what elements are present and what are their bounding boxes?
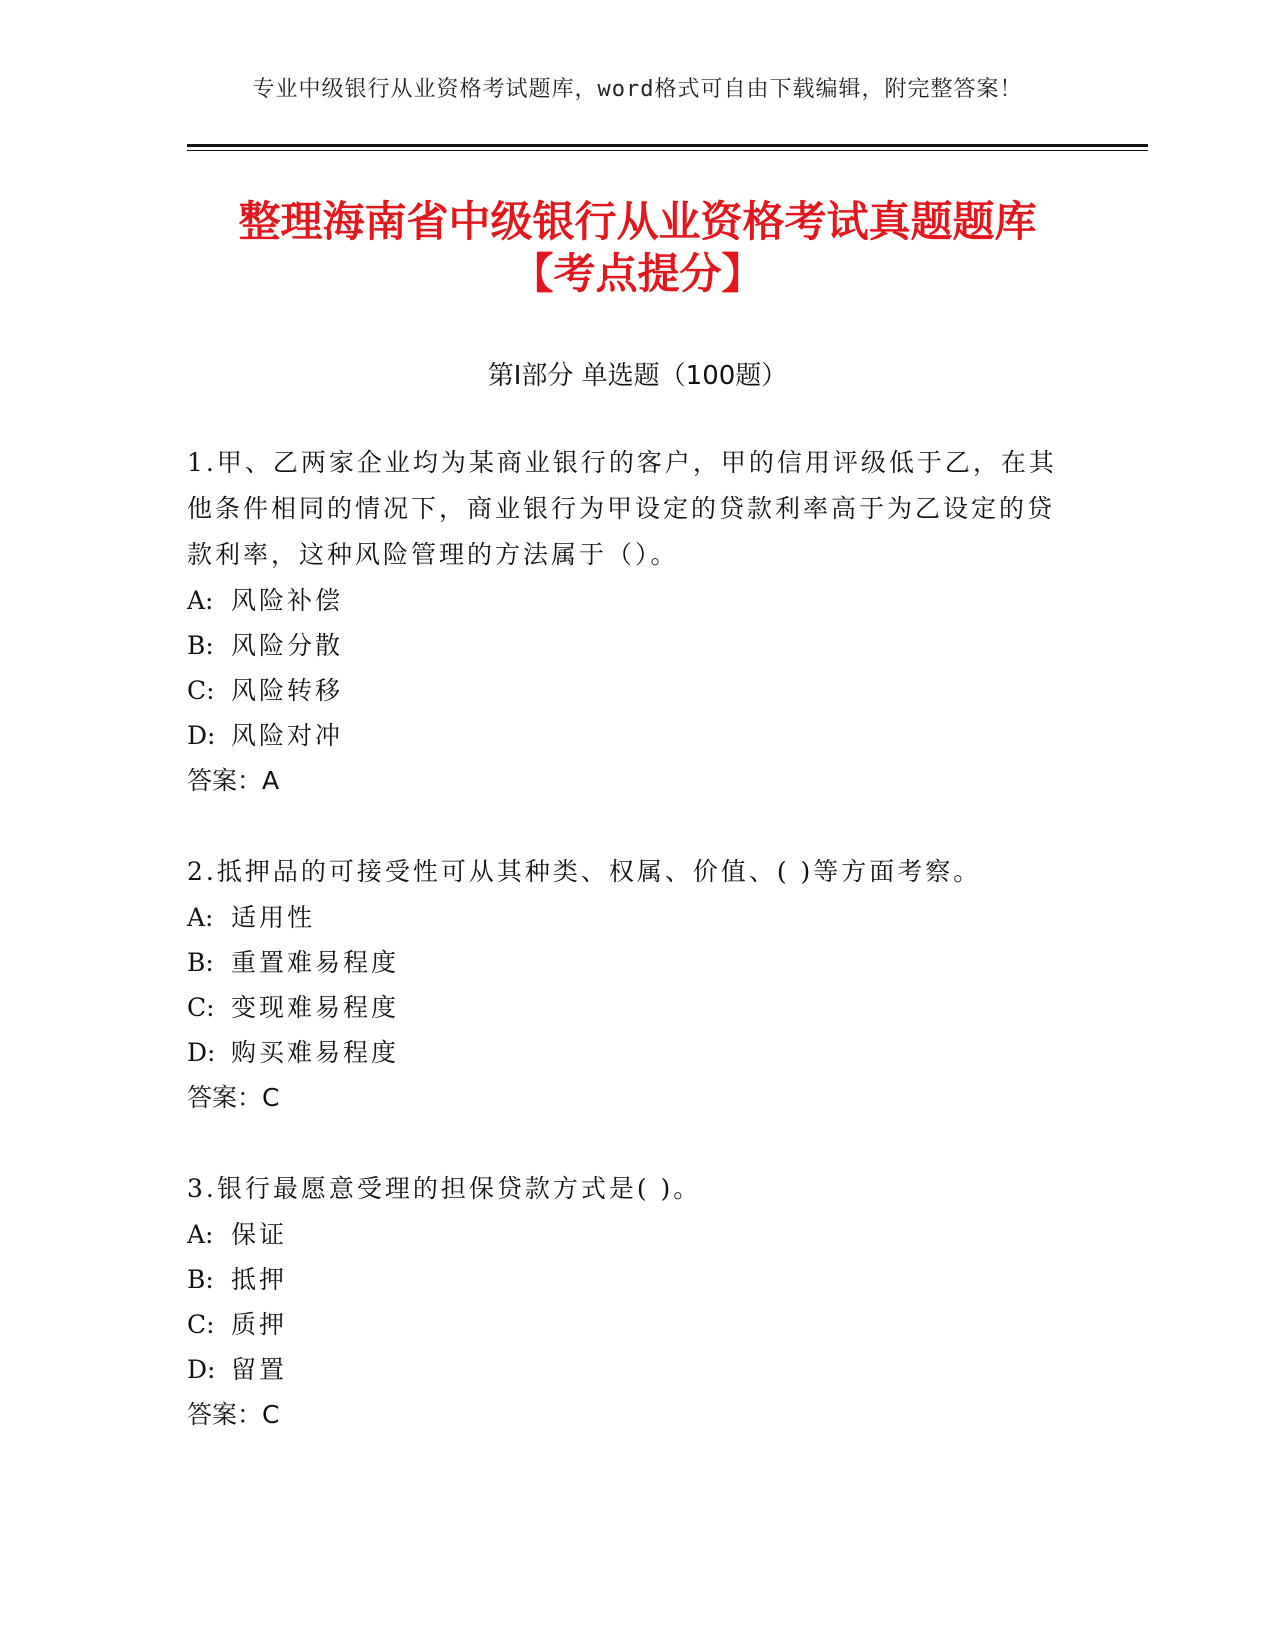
option-text: 变现难易程度 — [231, 993, 400, 1022]
option-text: 购买难易程度 — [231, 1038, 400, 1067]
question-stem: 1.甲、乙两家企业均为某商业银行的客户，甲的信用评级低于乙，在其他条件相同的情况下，商业银行为甲设定的贷款利率高于为乙设定的贷款利率，这种风险管理的方法属于（）。 — [187, 448, 1057, 569]
option-text: 风险补偿 — [231, 586, 344, 615]
option-d — [187, 1030, 1067, 1075]
option-key: A: — [187, 1220, 214, 1249]
option-key: D: — [187, 721, 216, 750]
question-2 — [187, 849, 1067, 1121]
option-d — [187, 713, 1067, 758]
option-key: D: — [187, 1355, 216, 1384]
option-text: 保证 — [231, 1220, 288, 1249]
option-text: 重置难易程度 — [231, 948, 400, 977]
option-key: D: — [187, 1038, 216, 1067]
document-title-line1: 整理海南省中级银行从业资格考试真题题库 — [238, 197, 1037, 246]
option-b — [187, 940, 1067, 985]
option-a — [187, 1212, 1067, 1257]
option-d — [187, 1347, 1067, 1392]
option-key: A: — [187, 903, 214, 932]
option-text: 留置 — [231, 1355, 288, 1384]
option-key: B: — [187, 948, 214, 977]
option-text: 风险对冲 — [231, 721, 344, 750]
option-c — [187, 985, 1067, 1030]
header-divider-thick — [187, 144, 1148, 147]
option-b — [187, 623, 1067, 668]
option-c — [187, 668, 1067, 713]
answer: 答案：A — [187, 766, 280, 795]
option-key: C: — [187, 993, 215, 1022]
document-title-line2: 【考点提分】 — [511, 249, 764, 298]
section-heading: 第Ⅰ部分 单选题（100题） — [487, 361, 788, 391]
question-3 — [187, 1166, 1067, 1438]
option-a — [187, 895, 1067, 940]
question-1 — [187, 440, 1067, 804]
question-list — [187, 440, 1067, 1483]
option-key: A: — [187, 586, 214, 615]
answer: 答案：C — [187, 1083, 280, 1112]
document-title — [0, 196, 1275, 300]
option-text: 风险转移 — [231, 676, 344, 705]
option-key: C: — [187, 1310, 215, 1339]
option-key: B: — [187, 1265, 214, 1294]
option-b — [187, 1257, 1067, 1302]
option-text: 适用性 — [231, 903, 316, 932]
option-text: 质押 — [231, 1310, 288, 1339]
question-stem: 2.抵押品的可接受性可从其种类、权属、价值、( )等方面考察。 — [187, 857, 982, 886]
option-a — [187, 578, 1067, 623]
header-divider-thin — [187, 150, 1148, 151]
header-note: 专业中级银行从业资格考试题库，word格式可自由下载编辑，附完整答案！ — [252, 77, 1023, 102]
answer: 答案：C — [187, 1400, 280, 1429]
option-key: C: — [187, 676, 215, 705]
option-text: 抵押 — [231, 1265, 288, 1294]
option-text: 风险分散 — [231, 631, 344, 660]
question-stem: 3.银行最愿意受理的担保贷款方式是( )。 — [187, 1174, 702, 1203]
option-key: B: — [187, 631, 214, 660]
option-c — [187, 1302, 1067, 1347]
